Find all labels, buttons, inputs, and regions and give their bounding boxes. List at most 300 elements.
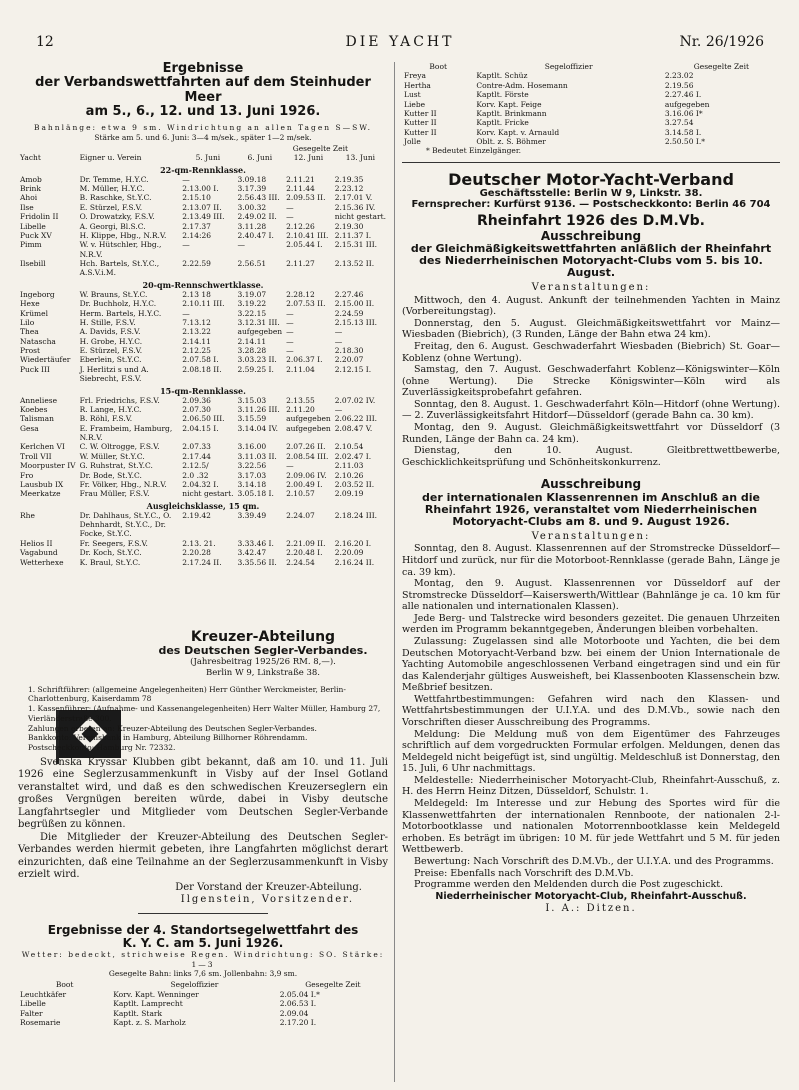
- class-heading: 15-qm-Rennklasse.: [160, 385, 246, 396]
- table-cell: Kaptlt. Förste: [476, 90, 529, 100]
- table-cell: Meerkatze: [20, 489, 61, 499]
- table-cell: 2.17.01 V.: [334, 193, 373, 203]
- event-paragraph: Meldestelle: Niederrheinischer Motoryacht-Club, Rheinfahrt-Ausschuß, z. H. des Herrn Heinz Ditzen, Düsseldorf, Schulstr. 1.: [402, 774, 780, 798]
- kreuzer-sign-2: Ilgenstein, Vorsitzender.: [180, 894, 354, 906]
- table-cell: —: [182, 308, 190, 318]
- column-header: Yacht: [20, 153, 41, 163]
- table-cell: W. Brauns, St.Y.C.: [79, 289, 148, 299]
- steinhude-title-2: der Verbandswettfahrten auf dem Steinhuder Meer: [35, 75, 371, 105]
- table-cell: 3.33.46 I.: [237, 538, 274, 548]
- table-cell: A. Davids, F.S.V.: [79, 327, 141, 337]
- table-cell: —: [286, 308, 294, 318]
- table-cell: 3.05.18 I.: [237, 489, 274, 499]
- table-row: [18, 175, 388, 184]
- table-cell: 3.16.06 I*: [664, 108, 703, 118]
- table-cell: Thea: [20, 327, 39, 337]
- event-paragraph: Montag, den 9. August. Klassenrennen vor Düsseldorf auf der Stromstrecke Düsseldorf—Kaiserswerth/Wittlear (Bahnlänge je ca. 10 km für alle nationalen und internationalen Klassen).: [402, 578, 780, 613]
- table-cell: 3.11.03 II.: [237, 451, 277, 461]
- table-cell: 2.04.15 I.: [182, 423, 219, 433]
- table-row: [18, 558, 388, 567]
- table-cell: 2.20.48 I.: [286, 548, 323, 558]
- table-cell: H. Grobe, H.Y.C.: [79, 336, 143, 346]
- table-cell: 2.08.18 II.: [182, 364, 222, 374]
- table-cell: Krümel: [20, 308, 48, 318]
- table-row: [18, 405, 388, 414]
- table-row: [18, 548, 388, 557]
- table-cell: Frau Müller, F.S.V.: [79, 489, 150, 499]
- table-cell: 2.09.53 II.: [286, 193, 326, 203]
- info-line: 1. Schriftführer: (allgemeine Angelegenheiten) Herr Günther Werckmeister, Berlin-Charlottenburg, Kaiserdamm 78: [28, 684, 346, 704]
- table-cell: 2.13. 21.: [182, 538, 216, 548]
- table-cell: Fro: [20, 470, 34, 480]
- table-cell: Hexe: [20, 299, 40, 309]
- table-row: [18, 184, 388, 193]
- table-cell: 2.24.59: [334, 308, 364, 318]
- table-cell: 2.19.30: [334, 221, 364, 231]
- table-cell: 2.11.04: [286, 364, 315, 374]
- table-cell: 2.12.25: [182, 346, 211, 356]
- table-cell: 2.15.31 III.: [334, 240, 378, 250]
- table-row: [18, 299, 388, 308]
- table-cell: W. Müller, St.Y.C.: [79, 451, 145, 461]
- table-cell: Ingeborg: [20, 289, 55, 299]
- event-paragraph: Meldegeld: Im Interesse und zur Hebung des Sportes wird für die Klassenwettfahrten der internationalen Rennboote, der nationalen 2-l-Motorbootklasse und nationalen Motorrennbootklasse kein Meldegeld erhoben. Es beträgt im übrigen: 10 M. für jede Wettfahrt und 5 M. für jeden Wettbewerb.: [402, 798, 780, 856]
- column-header: Boot: [429, 62, 447, 71]
- table-cell: Oblt. z. S. Böhmer: [476, 137, 546, 146]
- table-row: [18, 309, 388, 318]
- right-column: [402, 62, 780, 915]
- table-cell: —: [286, 317, 294, 327]
- table-cell: 2.0 .32: [182, 470, 209, 480]
- table-row: [402, 71, 780, 80]
- table-cell: 2.06.37 I.: [286, 355, 323, 365]
- table-cell: Troll VII: [20, 451, 52, 461]
- table-cell: Kutter II: [404, 108, 437, 118]
- class-heading-row: [18, 163, 388, 175]
- table-cell: 3.27.54: [664, 118, 694, 128]
- table-cell: Falter: [20, 1008, 43, 1018]
- event-paragraph: Sonntag, den 8. August. Klassenrennen auf der Stromstrecke Düsseldorf—Hitdorf und zurück, nur für die Motorboot-Rennklasse (gerade Bahn, Länge je ca. 39 km).: [402, 543, 780, 578]
- table-cell: —: [334, 336, 343, 346]
- kyc-info-2: Gesegelte Bahn: links 7,6 sm. Jollenbahn: 3,9 sm.: [108, 969, 298, 979]
- kyc-title-1: Ergebnisse der 4. Standortsegelwettfahrt des: [47, 922, 359, 937]
- dmyv-office: Geschäftsstelle: Berlin W 9, Linkstr. 38.: [479, 188, 703, 200]
- column-header: 5. Juni: [195, 153, 221, 163]
- table-cell: 2.11.03: [334, 461, 364, 471]
- kreuzer-fee: (Jahresbeitrag 1925/26 RM. 8,—).: [190, 657, 336, 668]
- table-cell: nicht gestart.: [182, 489, 234, 499]
- table-cell: 2.16.24 II.: [334, 557, 375, 567]
- dmyv-title: Deutscher Motor-Yacht-Verband: [448, 169, 734, 189]
- table-cell: —: [286, 327, 294, 337]
- table-cell: 2.14.11: [237, 336, 267, 346]
- table-row: [402, 109, 780, 118]
- table-cell: 2.20.28: [182, 548, 211, 558]
- table-cell: 2.08.54 III.: [286, 451, 329, 461]
- class-heading-row: [18, 384, 388, 396]
- table-row: [18, 259, 388, 278]
- column-header: Segeloffizier: [544, 62, 593, 71]
- column-header: Eigner u. Verein: [79, 153, 142, 163]
- event-paragraph: Donnerstag, den 5. August. Gleichmäßigkeitswettfahrt vor Mainz—Wiesbaden (Biebrich), (3 Runden, Länge der Bahn etwa 24 km).: [402, 317, 780, 341]
- table-cell: 3.14.18: [237, 479, 267, 489]
- table-cell: Liebe: [404, 99, 426, 109]
- table-row: [18, 424, 388, 443]
- dmyv-ausschreibung-1-text: der Gleichmäßigkeitswettfahrten anläßlich der Rheinfahrt des Niederrheinischen Motoryacht-Clubs vom 5. bis 10. August.: [410, 241, 772, 280]
- table-cell: 3.22.56: [237, 461, 267, 471]
- table-cell: 2.19.42: [182, 510, 211, 520]
- table-row: [18, 539, 388, 548]
- table-row: [18, 471, 388, 480]
- table-cell: 2.13.52 II.: [334, 259, 375, 269]
- kyc-results-table: [18, 980, 388, 1027]
- table-cell: 3.12.31 III.: [237, 317, 280, 327]
- table-row: [18, 1018, 388, 1027]
- table-cell: 3.39.49: [237, 510, 267, 520]
- table-cell: Hertha: [404, 80, 431, 90]
- class-heading-row: [18, 499, 388, 511]
- table-cell: A. Georgi, Bl.S.C.: [79, 221, 146, 231]
- table-cell: 3.11.28: [237, 221, 267, 231]
- table-cell: Leuchtkäfer: [20, 989, 67, 999]
- event-paragraph: Jede Berg- und Talstrecke wird besonders gezeitet. Die genauen Uhrzeiten werden im Programm bekanntgegeben, Änderungen bleiben vorbehalten.: [402, 612, 780, 636]
- table-cell: J. Herlitzi s und A. Siebrecht, F.S.V.: [79, 364, 149, 384]
- table-cell: 2.10.57: [286, 489, 315, 499]
- table-row: [402, 137, 780, 146]
- table-cell: Dr. Koch, St.Y.C.: [79, 548, 142, 558]
- table-cell: 2.09.19: [334, 489, 364, 499]
- table-cell: aufgegeben: [664, 99, 710, 109]
- table-cell: 2.40.47 I.: [237, 230, 274, 240]
- table-cell: E. Frambeim, Hamburg, N.R.V.: [79, 423, 173, 443]
- table-row: [18, 999, 388, 1008]
- steinhude-title-3: am 5., 6., 12. und 13. Juni 1926.: [85, 103, 321, 119]
- table-cell: 2.56.51: [237, 259, 267, 269]
- table-cell: Rosemarie: [20, 1017, 61, 1027]
- table-cell: R. Lange, H.Y.C.: [79, 404, 142, 414]
- table-cell: 2.07.58 I.: [182, 355, 219, 365]
- table-row: [18, 231, 388, 240]
- table-cell: Vagabund: [20, 548, 58, 558]
- table-cell: —: [286, 336, 294, 346]
- table-cell: Koebes: [20, 404, 48, 414]
- table-cell: 2.19.56: [664, 80, 694, 90]
- table-cell: 2.13.49 III.: [182, 212, 225, 222]
- table-cell: 2.14:26: [182, 230, 212, 240]
- table-cell: Korv. Kapt. Feige: [476, 99, 542, 109]
- table-cell: Jolle: [404, 137, 421, 146]
- table-cell: —: [334, 404, 343, 414]
- table-cell: 3.22.15: [237, 308, 267, 318]
- table-cell: 2.07.02 IV.: [334, 395, 376, 405]
- table-cell: Kaptlt. Stark: [113, 1008, 163, 1018]
- table-row: [18, 414, 388, 423]
- table-cell: 2.13 18: [182, 289, 211, 299]
- table-cell: 3.19.22: [237, 299, 267, 309]
- table-cell: aufgegeben: [286, 423, 331, 433]
- table-cell: 3.14.04 IV.: [237, 423, 278, 433]
- table-cell: Kutter II: [404, 118, 437, 128]
- event-paragraph: Preise: Ebenfalls nach Vorschrift des D.M.Vb.: [414, 867, 634, 879]
- table-cell: 2.07.33: [182, 442, 211, 452]
- table-cell: Ilsebill: [20, 259, 46, 269]
- table-cell: 2.17.37: [182, 221, 211, 231]
- table-row: [18, 489, 388, 498]
- table-cell: 3.11.26 III.: [237, 404, 280, 414]
- table-cell: 3.03.23 II.: [237, 355, 277, 365]
- table-cell: Fr. Seegers, F.S.V.: [79, 538, 148, 548]
- table-cell: Kerlchen VI: [20, 442, 65, 452]
- table-cell: 2.13.00 I.: [182, 184, 219, 194]
- table-row: [18, 222, 388, 231]
- page-number: 12: [36, 34, 54, 50]
- table-cell: 2.06.53 I.: [279, 999, 317, 1009]
- event-paragraph: Dienstag, den 10. August. Gleitbrettwettbewerbe, Geschicklichkeitsprüfung und Schönheitskonkurrenz.: [402, 445, 780, 468]
- table-cell: 2.13.22: [182, 327, 211, 337]
- table-cell: E. Stürzel, F.S.V.: [79, 346, 143, 356]
- table-cell: Frl. Friedrichs, F.S.V.: [79, 395, 160, 405]
- event-paragraph: Freitag, den 6. August. Geschwaderfahrt Wiesbaden (Biebrich) St. Goar—Koblenz (ohne Wertung).: [402, 341, 780, 364]
- table-cell: 2.20.07: [334, 355, 364, 365]
- table-cell: B. Röhl, F.S.V.: [79, 414, 133, 424]
- table-cell: Kutter II: [404, 127, 437, 137]
- table-cell: 3.16.00: [237, 442, 267, 452]
- table-cell: 2.17.24 II.: [182, 557, 222, 567]
- info-line: Bankkonto: Vereinsbank in Hamburg, Abteilung Billhorner Röhrendamm.: [28, 733, 308, 743]
- table-cell: 2.04.32 I.: [182, 479, 219, 489]
- kreuzer-title-1: Kreuzer-Abteilung: [190, 629, 336, 645]
- table-cell: Libelle: [20, 221, 46, 231]
- column-header: Segeloffizier: [170, 980, 219, 990]
- table-cell: Lust: [404, 90, 421, 100]
- table-cell: Fr. Völker, Hbg., N.R.V.: [79, 479, 167, 489]
- table-row: [18, 346, 388, 355]
- dmyv-events-1: [402, 295, 780, 469]
- table-cell: Ilse: [20, 202, 34, 212]
- table-row: [18, 990, 388, 999]
- event-paragraph: Zulassung: Zugelassen sind alle Motorboote und Yachten, die bei dem Deutschen Motoryacht-Verband bzw. bei einem der Union Internationale de Yachting Automobile angeschlossenen Verband eingetragen sind und ein für das Kalenderjahr gültiges Ausweisheft, bei Klassenbooten Klassenschein bzw. Meßbrief besitzen.: [402, 635, 780, 694]
- dmyv-veranstaltungen-2: Veranstaltungen:: [531, 530, 651, 542]
- page-header: [36, 34, 764, 52]
- class-heading: 20-qm-Rennschwertklasse.: [142, 279, 264, 290]
- table-cell: 3.15.03: [237, 395, 267, 405]
- table-cell: 2.28.12: [286, 289, 315, 299]
- table-cell: 2.11.20: [286, 404, 315, 414]
- table-cell: 2.09.04: [279, 1008, 309, 1018]
- event-paragraph: Samstag, den 7. August. Geschwaderfahrt Koblenz—Königswinter—Köln (ohne Wertung). Die Strecke Königswinter—Köln wird als Zuverlässigkeitsprobefahrt gefahren.: [402, 364, 780, 399]
- table-cell: 2.12.5/: [182, 461, 209, 471]
- table-row: [18, 290, 388, 299]
- table-cell: 2.05.44 I.: [286, 240, 323, 250]
- table-cell: 2.07.53 II.: [286, 299, 326, 309]
- table-cell: Eberlein, St.Y.C.: [79, 355, 142, 365]
- table-cell: Lilo: [20, 317, 35, 327]
- table-cell: 3.28.28: [237, 346, 267, 356]
- table-cell: 2.15.10: [182, 193, 211, 203]
- table-row: [402, 81, 780, 90]
- table-cell: Dr. Dahlhaus, St.Y.C., O. Dehnhardt, St.Y.C., Dr. Focke, St.Y.C.: [79, 510, 172, 539]
- table-cell: 7.13.12: [182, 317, 211, 327]
- table-cell: 2.59.25 I.: [237, 364, 274, 374]
- table-cell: Kaptlt. Schüz: [476, 71, 528, 81]
- table-row: [18, 442, 388, 451]
- dmyv-ausschreibung-2-text: der internationalen Klassenrennen im Anschluß an die Rheinfahrt 1926, veranstaltet vom Niederrheinischen Motoryacht-Clubs am 8. und 9. August 1926.: [422, 490, 760, 528]
- table-header-row: [18, 153, 388, 162]
- dmyv-ausschreibung-2-head: Ausschreibung: [540, 477, 642, 492]
- table-cell: 2.56.43 III.: [237, 193, 280, 203]
- table-cell: Freya: [404, 71, 426, 81]
- table-cell: Libelle: [20, 999, 46, 1009]
- table-row: [18, 318, 388, 327]
- table-cell: 2.09.36: [182, 395, 211, 405]
- table-cell: 2.27.46 I.: [664, 90, 702, 100]
- steinhude-info-2: Stärke am 5. und 6. Juni: 3—4 m/sek., später 1—2 m/sek.: [94, 132, 312, 142]
- table-row: [18, 203, 388, 212]
- kyc-title-2: K. Y. C. am 5. Juni 1926.: [122, 936, 284, 951]
- table-cell: Korv. Kapt. Wenninger: [113, 989, 199, 999]
- table-cell: 2.17.20 I.: [279, 1017, 317, 1027]
- table-cell: Dr. Buchholz, H.Y.C.: [79, 299, 157, 309]
- column-header: 6. Juni: [247, 153, 273, 163]
- steinhude-title-1: Ergebnisse: [162, 61, 244, 76]
- table-cell: —: [286, 346, 294, 356]
- table-cell: 2.02.47 I.: [334, 451, 372, 461]
- table-row: [402, 90, 780, 99]
- table-cell: —: [286, 212, 294, 222]
- table-cell: 2.16.20 I.: [334, 538, 372, 548]
- table-cell: Talisman: [20, 414, 54, 424]
- table-cell: 2.24.54: [286, 557, 315, 567]
- column-header: 12. Juni: [293, 153, 324, 163]
- table-cell: 2.15.36 IV.: [334, 202, 376, 212]
- class-heading: Ausgleichsklasse, 15 qm.: [146, 500, 260, 511]
- table-cell: 2.14.11: [182, 336, 211, 346]
- class-heading-row: [18, 278, 388, 290]
- left-column: [18, 61, 388, 1027]
- table-cell: Wetterhexe: [20, 557, 64, 567]
- table-cell: 2.24.07: [286, 510, 315, 520]
- table-cell: 2.06.22 III.: [334, 414, 378, 424]
- steinhude-info-1: Bahnlänge: etwa 9 sm. Windrichtung an allen Tagen S—SW.: [33, 123, 373, 133]
- table-cell: Kaptlt. Brinkmann: [476, 108, 547, 118]
- table-cell: 3.42.47: [237, 548, 267, 558]
- table-cell: 2.12.26: [286, 221, 315, 231]
- table-cell: Hch. Bartels, St.Y.C., A.S.V.i.M.: [79, 259, 160, 278]
- table-cell: 2.10.41 III.: [286, 230, 329, 240]
- kreuzer-address: Berlin W 9, Linkstraße 38.: [205, 668, 321, 679]
- column-divider: [394, 62, 395, 1082]
- table-cell: —: [334, 327, 343, 337]
- table-cell: B. Raschke, St.Y.C.: [79, 193, 152, 203]
- table-cell: —: [182, 174, 190, 184]
- table-row: [18, 355, 388, 364]
- event-paragraph: Mittwoch, den 4. August. Ankunft der teilnehmenden Yachten in Mainz (Vorbereitungstag).: [402, 294, 780, 318]
- dmyv-ausschreibung-1-head: Ausschreibung: [540, 228, 642, 243]
- table-cell: 3.17.03: [237, 470, 267, 480]
- table-cell: aufgegeben: [237, 327, 283, 337]
- table-cell: Kapt. z. S. Marholz: [113, 1017, 186, 1027]
- table-row: [402, 100, 780, 109]
- table-cell: Kaptlt. Fricke: [476, 118, 529, 128]
- table-cell: 2.49.02 II.: [237, 212, 277, 222]
- table-cell: M. Müller, H.Y.C.: [79, 184, 145, 194]
- event-paragraph: Wettfahrtbestimmungen: Gefahren wird nach den Klassen- und Wettfahrtsbestimmungen der U.I.Y.A. und des D.M.Vb., sowie nach den Vorschriften dieser Ausschreibung des Programms.: [402, 693, 780, 729]
- table-cell: 2.10.54: [334, 442, 364, 452]
- table-cell: 3.14.58 I.: [664, 127, 702, 137]
- table-row: [18, 1009, 388, 1018]
- table-cell: 3.35.56 II.: [237, 557, 277, 567]
- table-row: [402, 118, 780, 127]
- table-cell: 2.20.09: [334, 548, 364, 558]
- table-row: [18, 337, 388, 346]
- table-cell: H. Klippe, Hbg., N.R.V.: [79, 230, 167, 240]
- table-cell: E. Stürzel, F.S.V.: [79, 202, 143, 212]
- table-cell: Korv. Kapt. v. Arnauld: [476, 127, 560, 137]
- kreuzer-body-2: Die Mitglieder der Kreuzer-Abteilung des Deutschen Segler-Verbandes werden hiermit gebeten, ihre Langfahrten möglichst derart einzurichten, daß eine Teilnahme an der Seglerzusammenkunft in Visby erzielt wird.: [18, 831, 388, 881]
- results-note: * Bedeutet Einzelgänger.: [426, 146, 521, 156]
- table-cell: 2.08.47 V.: [334, 423, 373, 433]
- continued-results-table: [402, 62, 780, 146]
- event-paragraph: Bewertung: Nach Vorschrift des D.M.Vb., der U.I.Y.A. und des Programms.: [414, 855, 774, 867]
- table-cell: 2.15.13 III.: [334, 317, 378, 327]
- table-row: [18, 240, 388, 259]
- table-row: [18, 365, 388, 384]
- masthead: DIE YACHT: [345, 34, 455, 50]
- table-cell: Amob: [20, 174, 42, 184]
- table-cell: Helios II: [20, 538, 53, 548]
- table-row: [18, 461, 388, 470]
- table-cell: 2.13.55: [286, 395, 315, 405]
- table-cell: 2.13.07 II.: [182, 202, 222, 212]
- table-row: [18, 480, 388, 489]
- table-cell: 2.15.00 II.: [334, 299, 375, 309]
- table-cell: Wiedertäufer: [20, 355, 71, 365]
- table-cell: Prost: [20, 346, 41, 356]
- table-cell: Anneliese: [20, 395, 58, 405]
- kreuzer-body-1: Svenska Kryssar Klubben gibt bekannt, daß am 10. und 11. Juli 1926 eine Seglerzusammenkunft in Visby auf der Insel Gotland veranstaltet wird, und daß es den schwedischen Kreuzerseglern ein großes Vergnügen bereiten würde, dabei in Visby deutsche Langfahrtsegler und Mitglieder vom Deutschen Segler-Verbande begrüßen zu können.: [18, 756, 388, 831]
- table-cell: Brink: [20, 184, 41, 194]
- table-row: [402, 128, 780, 137]
- table-cell: 2.05.04 I.*: [279, 989, 320, 999]
- table-cell: Rhe: [20, 510, 35, 520]
- column-header: 13. Juni: [345, 153, 376, 163]
- dmyv-sign-1: Niederrheinischer Motoryacht-Club, Rheinfahrt-Ausschuß.: [435, 890, 747, 902]
- table-row: [18, 212, 388, 221]
- table-cell: 2.07.26 II.: [286, 442, 326, 452]
- dmyv-sign-2: I. A.: Ditzen.: [545, 902, 637, 914]
- class-heading: 22-qm-Rennklasse.: [160, 164, 246, 175]
- table-cell: —: [182, 240, 190, 250]
- table-cell: 3.09.18: [237, 174, 267, 184]
- table-cell: 2.09.06 IV.: [286, 470, 327, 480]
- table-cell: 2.00.49 I.: [286, 479, 323, 489]
- table-cell: 2.23.12: [334, 184, 364, 194]
- table-cell: Dr. Temme, H.Y.C.: [79, 174, 149, 184]
- table-cell: 2.27.46: [334, 289, 364, 299]
- issue-number: Nr. 26/1926: [679, 34, 764, 50]
- kreuzer-title-2: des Deutschen Segler-Verbandes.: [158, 644, 368, 658]
- table-cell: 2.11.21: [286, 174, 315, 184]
- table-cell: G. Ruhstrat, St.Y.C.: [79, 461, 153, 471]
- table-cell: 2.03.52 II.: [334, 479, 375, 489]
- info-line: 1. Kassenführer: (Aufnahme- und Kassenangelegenheiten) Herr Walter Müller, Hamburg 27, Vierländerstraße 300.: [28, 704, 381, 723]
- info-line: Zahlungen erbeten an: Kreuzer-Abteilung des Deutschen Segler-Verbandes.: [28, 723, 317, 733]
- table-cell: 2.11.37 I.: [334, 230, 372, 240]
- table-cell: Moorpuster IV: [20, 461, 76, 471]
- table-row: [18, 327, 388, 336]
- table-cell: Natascha: [20, 336, 56, 346]
- event-paragraph: Montag, den 9. August. Gleichmäßigkeitswettfahrt vor Düsseldorf (3 Runden, Länge der Bahn ca. 24 km).: [402, 422, 780, 445]
